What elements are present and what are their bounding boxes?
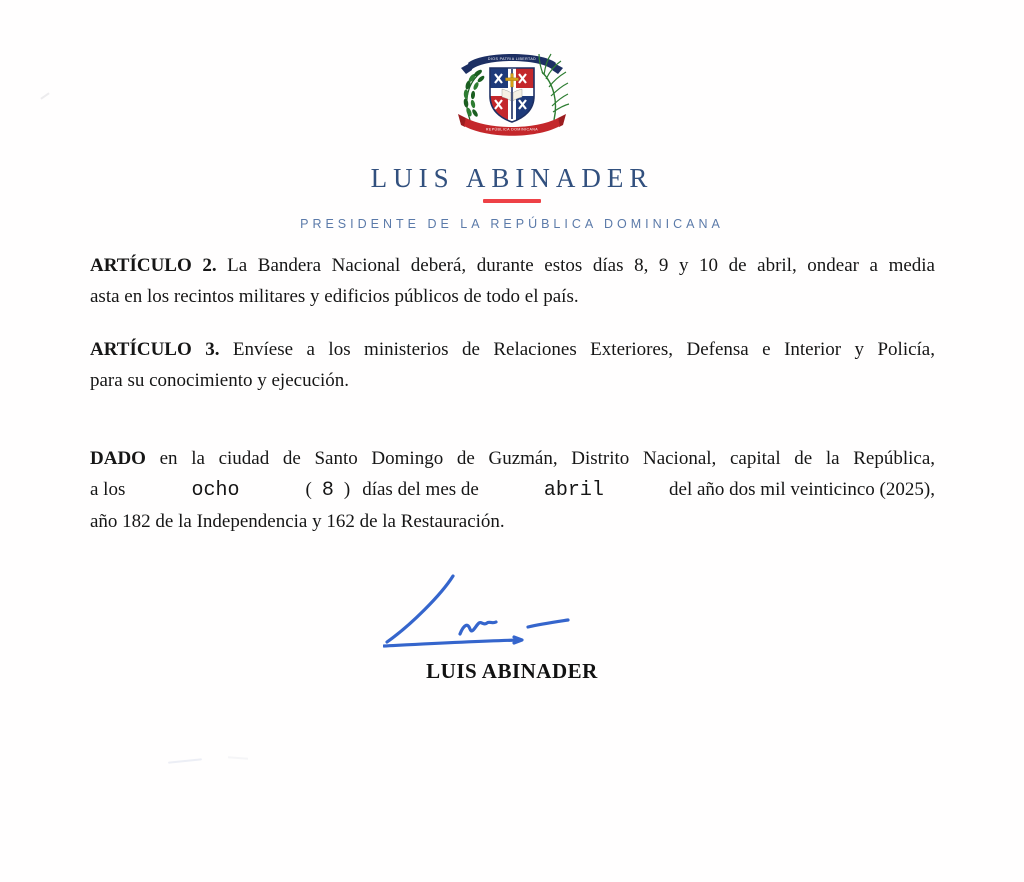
- articulo-2-text: La Bandera Nacional deberá, durante estos días 8, 9 y 10 de abril, ondear a media: [227, 255, 935, 276]
- crest-olive-branch: [463, 69, 485, 120]
- dado-clause: [90, 443, 935, 537]
- day-number-field: 8: [321, 479, 334, 502]
- crest-motto-text: DIOS PATRIA LIBERTAD: [487, 57, 537, 61]
- articulo-2-line-1: [90, 250, 935, 281]
- dado-label: DADO: [90, 448, 146, 469]
- open-paren: (: [305, 479, 312, 500]
- articulo-2-paragraph: [90, 250, 935, 312]
- articulo-3-line-1: [90, 334, 935, 365]
- articulo-2-line-2: asta en los recintos militares y edificios públicos de todo el país.: [90, 286, 579, 307]
- dado-line-1: [90, 443, 935, 474]
- president-title: PRESIDENTE DE LA REPÚBLICA DOMINICANA: [300, 217, 724, 231]
- articulo-3-label: ARTÍCULO 3.: [90, 339, 220, 360]
- signatory-name: LUIS ABINADER: [426, 659, 598, 683]
- dado-year-text: del año dos mil veinticinco (2025),: [669, 479, 935, 500]
- day-number-group: [306, 474, 479, 506]
- day-word-field: ocho: [191, 479, 240, 502]
- scan-artifact: [228, 756, 248, 759]
- scan-artifact: [168, 758, 202, 764]
- coat-of-arms: [454, 44, 570, 144]
- dado-a-los: a los: [90, 479, 126, 500]
- crest-shield: [490, 68, 534, 122]
- dado-mid-text: días del mes de: [362, 479, 479, 500]
- articulo-3-paragraph: [90, 334, 935, 396]
- articulo-3-line-2: para su conocimiento y ejecución.: [90, 370, 350, 391]
- month-field: abril: [543, 479, 604, 502]
- articulo-2-label: ARTÍCULO 2.: [90, 255, 217, 276]
- signature-ink: [383, 573, 573, 653]
- crest-country-text: REPÚBLICA DOMINICANA: [485, 127, 539, 132]
- document-body: [90, 250, 935, 537]
- dado-line-2: [90, 474, 935, 506]
- dado-text: en la ciudad de Santo Domingo de Guzmán, Distrito Nacional, capital de la República,: [159, 448, 936, 469]
- articulo-3-text: Envíese a los ministerios de Relaciones Exteriores, Defensa e Interior y Policía,: [232, 339, 935, 360]
- dado-line-3: año 182 de la Independencia y 162 de la Restauración.: [90, 511, 505, 532]
- scan-artifact: [40, 92, 49, 99]
- red-divider: [483, 199, 541, 203]
- close-paren: ): [343, 479, 351, 500]
- president-name-heading: LUIS ABINADER: [370, 163, 654, 193]
